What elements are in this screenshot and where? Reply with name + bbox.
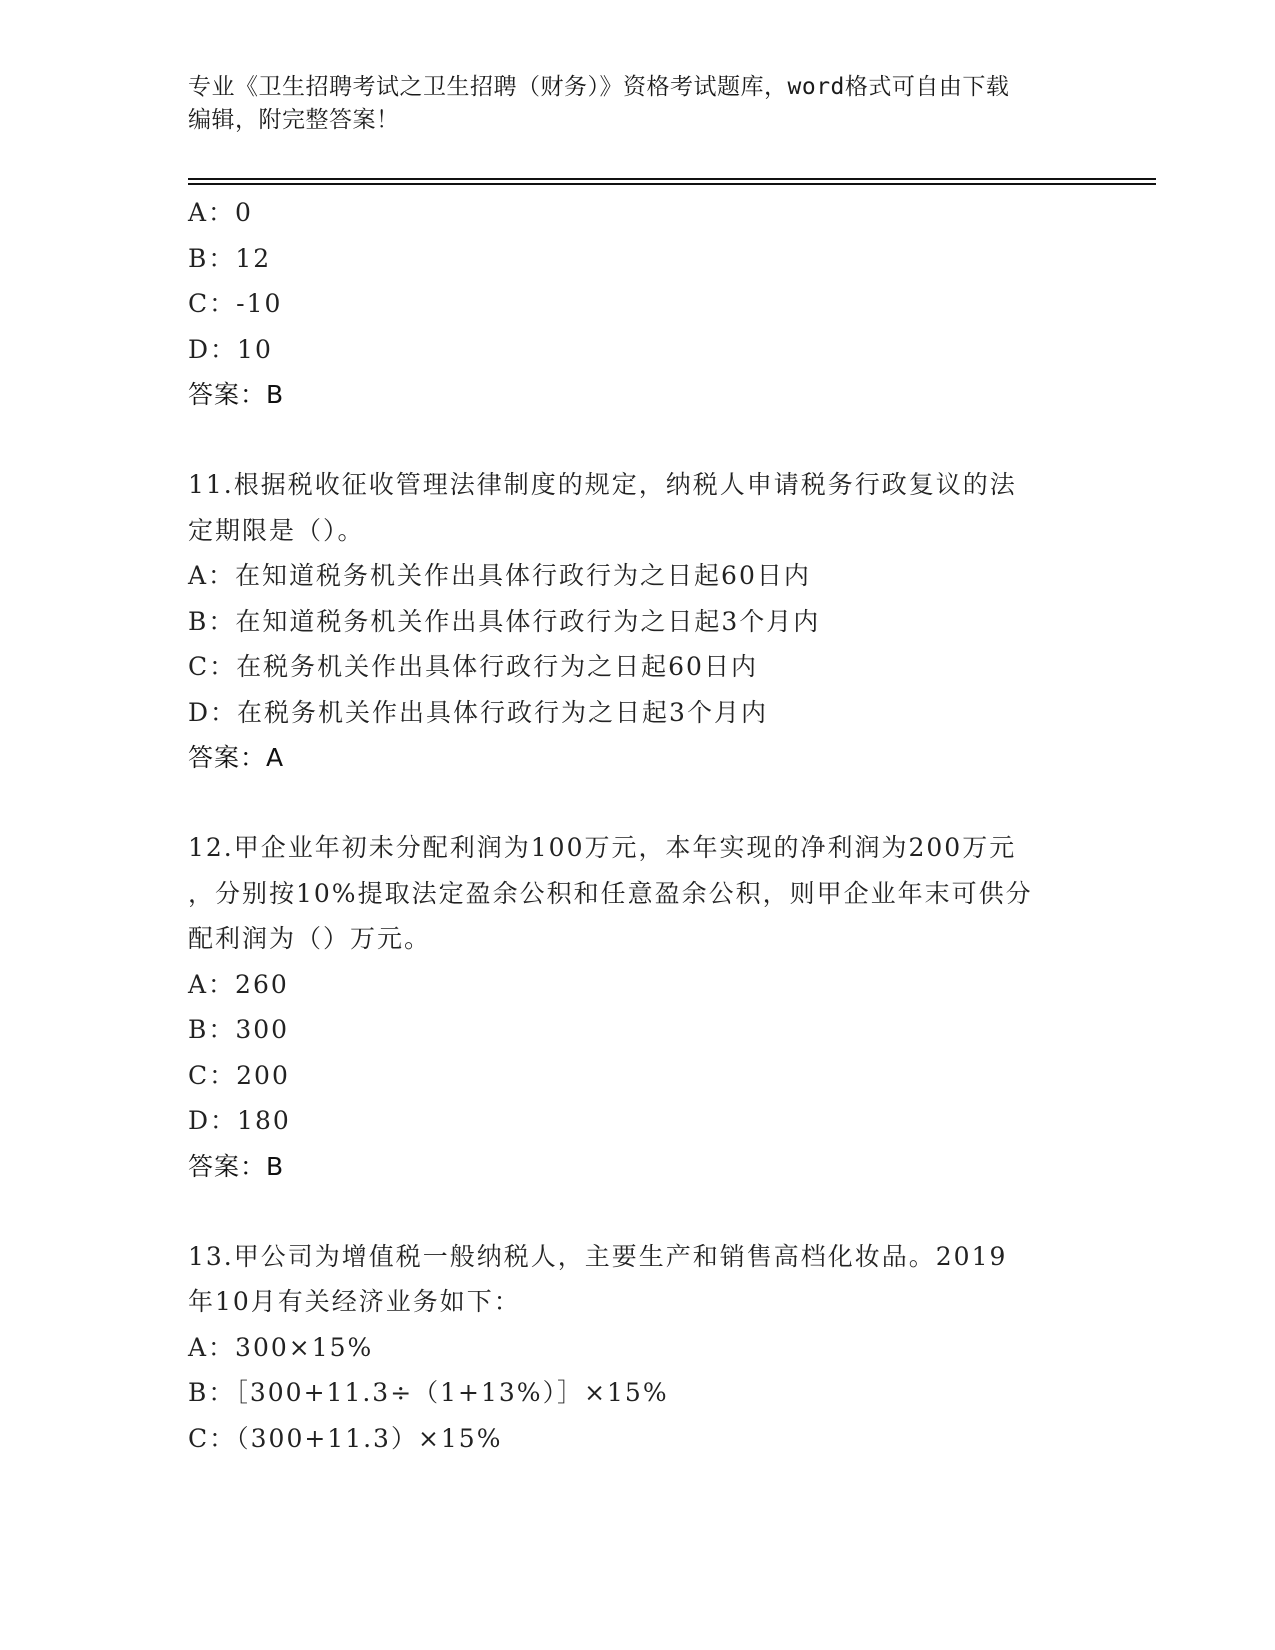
question-text-line: 定期限是（）。 [188, 515, 365, 545]
option-d: D：10 [188, 334, 273, 364]
option-b: B：在知道税务机关作出具体行政行为之日起3个月内 [188, 606, 821, 636]
option-c: C：在税务机关作出具体行政行为之日起60日内 [188, 652, 758, 681]
option-a: A：300×15% [188, 1332, 374, 1362]
option-a: A：0 [188, 198, 253, 227]
option-c: C：-10 [188, 289, 283, 318]
answer-line: 答案：B [188, 380, 285, 409]
question-text-line: 13.甲公司为增值税一般纳税人，主要生产和销售高档化妆品。2019 [188, 1241, 1008, 1271]
question-block-10 [188, 190, 1088, 418]
option-d: D：在税务机关作出具体行政行为之日起3个月内 [188, 697, 768, 727]
option-a: A：260 [188, 969, 289, 999]
question-text-line: 年10月有关经济业务如下： [188, 1287, 521, 1316]
option-c: C：（300+11.3）×15% [188, 1423, 503, 1453]
option-b: B：12 [188, 243, 272, 273]
question-block-13 [188, 1234, 1088, 1462]
document-header [188, 71, 1108, 137]
question-content [188, 190, 1088, 1461]
option-b: B：300 [188, 1015, 290, 1044]
question-text-line: 配利润为（）万元。 [188, 924, 432, 953]
answer-line: 答案：A [188, 743, 285, 772]
header-divider-top [188, 178, 1156, 180]
option-b: B：［300+11.3÷（1+13%）］×15% [188, 1378, 669, 1407]
answer-line: 答案：B [188, 1151, 285, 1181]
header-divider-bottom [188, 183, 1156, 185]
question-block-11 [188, 462, 1088, 781]
header-line-1: 专业《卫生招聘考试之卫生招聘（财务）》资格考试题库，word格式可自由下载 [188, 74, 1010, 100]
option-c: C：200 [188, 1060, 290, 1090]
question-text-line: 11.根据税收征收管理法律制度的规定，纳税人申请税务行政复议的法 [188, 470, 1017, 499]
header-line-2: 编辑，附完整答案！ [188, 107, 400, 133]
question-block-12 [188, 825, 1088, 1190]
question-text-line: 12.甲企业年初未分配利润为100万元，本年实现的净利润为200万元 [188, 833, 1017, 862]
option-d: D：180 [188, 1106, 291, 1135]
option-a: A：在知道税务机关作出具体行政行为之日起60日内 [188, 561, 811, 590]
question-text-line: ，分别按10%提取法定盈余公积和任意盈余公积，则甲企业年末可供分 [188, 878, 1033, 908]
